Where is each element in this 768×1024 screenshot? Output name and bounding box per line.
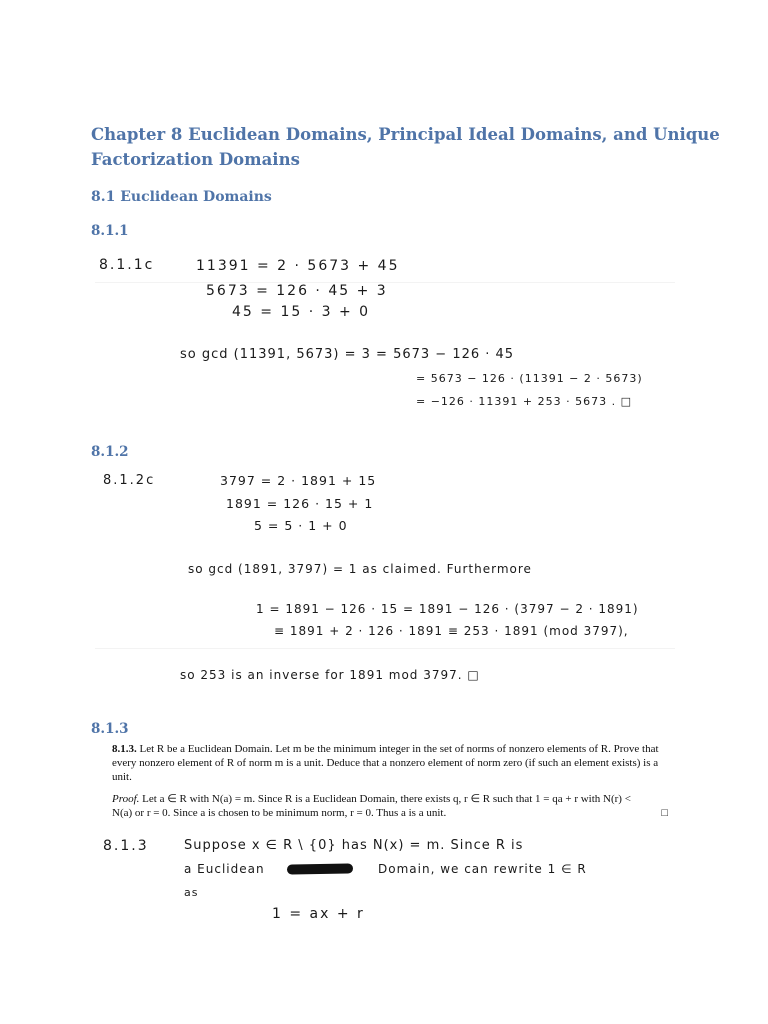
problem-label-8-1-2: 8.1.2	[91, 444, 129, 460]
handwritten-line: 3797 = 2 · 1891 + 15	[220, 473, 377, 488]
problem-label-8-1-3: 8.1.3	[91, 721, 129, 737]
section-title: 8.1 Euclidean Domains	[91, 189, 272, 205]
proof-text: Let a ∈ R with N(a) = m. Since R is a Euclidean Domain, there exists q, r ∈ R such that 1 = qa + r with N(r) < N(a) or r = 0. Since a is chosen to be minimum norm, r = 0. Thus a is a unit.	[112, 793, 631, 819]
problem-statement	[112, 742, 668, 784]
handwritten-line: 1 = ax + r	[272, 906, 365, 922]
handwritten-line: Domain, we can rewrite 1 ∈ R	[378, 862, 587, 876]
handwritten-tag: 8.1.1c	[99, 257, 155, 273]
handwritten-line: 1 = 1891 − 126 · 15 = 1891 − 126 · (3797 − 2 · 1891)	[256, 602, 639, 616]
qed-symbol: □	[661, 807, 668, 819]
handwritten-line: 11391 = 2 · 5673 + 45	[196, 258, 400, 274]
handwritten-line: so gcd (11391, 5673) = 3 = 5673 − 126 · 45	[180, 347, 515, 362]
handwritten-line: so gcd (1891, 3797) = 1 as claimed. Furthermore	[188, 562, 532, 576]
handwritten-tag: 8.1.2c	[103, 473, 156, 488]
handwritten-line: 5673 = 126 · 45 + 3	[206, 283, 388, 299]
handwritten-line: 45 = 15 · 3 + 0	[232, 304, 371, 320]
handwritten-line: = 5673 − 126 · (11391 − 2 · 5673)	[416, 372, 643, 385]
handwritten-line: a Euclidean	[184, 862, 265, 876]
handwritten-line: as	[184, 886, 199, 899]
ink-blot	[287, 863, 353, 874]
handwritten-line: ≡ 1891 + 2 · 126 · 1891 ≡ 253 · 1891 (mod 3797),	[274, 624, 629, 638]
scan-line	[95, 648, 675, 649]
handwritten-line: Suppose x ∈ R \ {0} has N(x) = m. Since R is	[184, 838, 524, 853]
statement-label: 8.1.3.	[112, 743, 137, 755]
chapter-title: Chapter 8 Euclidean Domains, Principal Ideal Domains, and Unique Factorization Domains	[91, 125, 720, 169]
handwritten-tag: 8.1.3	[103, 838, 149, 854]
problem-label-8-1-1: 8.1.1	[91, 223, 129, 239]
handwritten-line: so 253 is an inverse for 1891 mod 3797. □	[180, 668, 480, 682]
handwritten-line: = −126 · 11391 + 253 · 5673 . □	[416, 395, 632, 408]
handwritten-line: 5 = 5 · 1 + 0	[254, 518, 348, 533]
proof	[112, 792, 668, 820]
proof-label: Proof.	[112, 793, 140, 805]
handwritten-line: 1891 = 126 · 15 + 1	[226, 496, 374, 511]
statement-text: Let R be a Euclidean Domain. Let m be the minimum integer in the set of norms of nonzero elements of R. Prove that every nonzero element of R of norm m is a unit. Deduce that a nonzero element of norm zero (if such an element exists) is a unit.	[112, 743, 659, 783]
